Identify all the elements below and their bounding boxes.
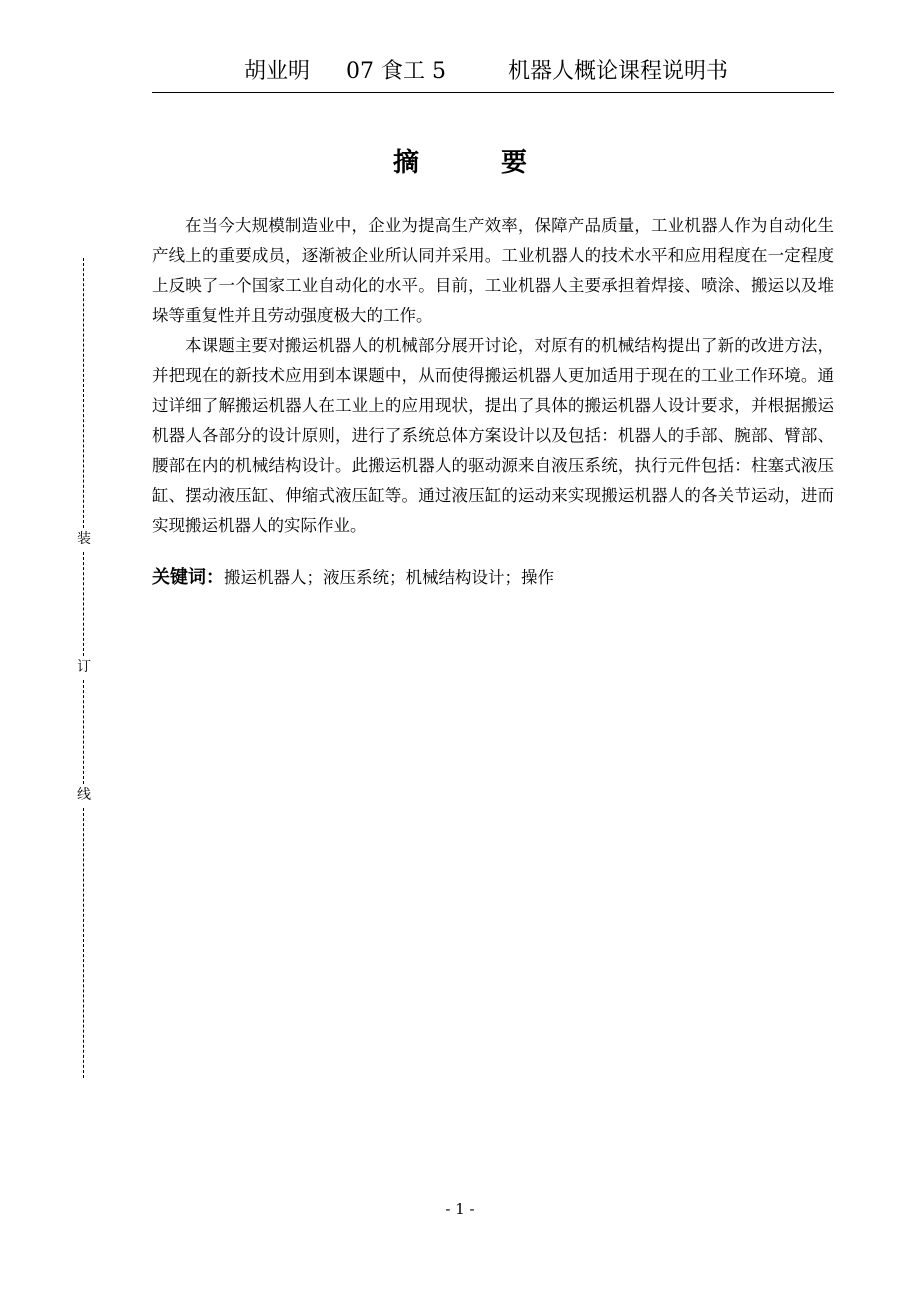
page-number: - 1 - (445, 1200, 475, 1218)
binding-dash-upper (83, 552, 84, 656)
abstract-title (0, 143, 920, 183)
header-course-title: 机器人概论课程说明书 (508, 59, 729, 84)
abstract-body (152, 211, 834, 541)
abstract-title-char-2: 要 (501, 148, 528, 178)
abstract-title-char-1: 摘 (392, 148, 419, 178)
abstract-paragraph-2: 本课题主要对搬运机器人的机械部分展开讨论，对原有的机械结构提出了新的改进方法，并把现在的新技术应用到本课题中，从而使得搬运机器人更加适用于现在的工业工作环境。通过详细了解搬运机器人在工业上的应用现状，提出了具体的搬运机器人设计要求，并根据搬运机器人各部分的设计原则，进行了系统总体方案设计以及包括：机器人的手部、腕部、臂部、腰部在内的机械结构设计。此搬运机器人的驱动源来自液压系统，执行元件包括：柱塞式液压缸、摆动液压缸、伸缩式液压缸等。通过液压缸的运动来实现搬运机器人的各关节运动，进而实现搬运机器人的实际作业。 (152, 336, 834, 535)
keywords-label: 关键词： (152, 567, 224, 588)
binding-mark-zhuang: 装 (74, 530, 94, 548)
binding-line (74, 258, 94, 1078)
binding-dash-bottom (83, 808, 84, 1078)
binding-mark-xian: 线 (74, 786, 94, 804)
binding-dash-top (83, 258, 84, 528)
binding-mark-ding: 订 (74, 658, 94, 676)
header-class: 07 食工 5 (346, 59, 446, 84)
binding-dash-lower (83, 680, 84, 784)
header-author: 胡业明 (244, 59, 311, 84)
keywords-text: 搬运机器人；液压系统；机械结构设计；操作 (224, 568, 554, 587)
abstract-paragraph-1: 在当今大规模制造业中，企业为提高生产效率，保障产品质量，工业机器人作为自动化生产线上的重要成员，逐渐被企业所认同并采用。工业机器人的技术水平和应用程度在一定程度上反映了一个国家工业自动化的水平。目前，工业机器人主要承担着焊接、喷涂、搬运以及堆垛等重复性并且劳动强度极大的工作。 (152, 216, 834, 325)
keywords-line (152, 563, 834, 593)
page-header (152, 54, 834, 93)
